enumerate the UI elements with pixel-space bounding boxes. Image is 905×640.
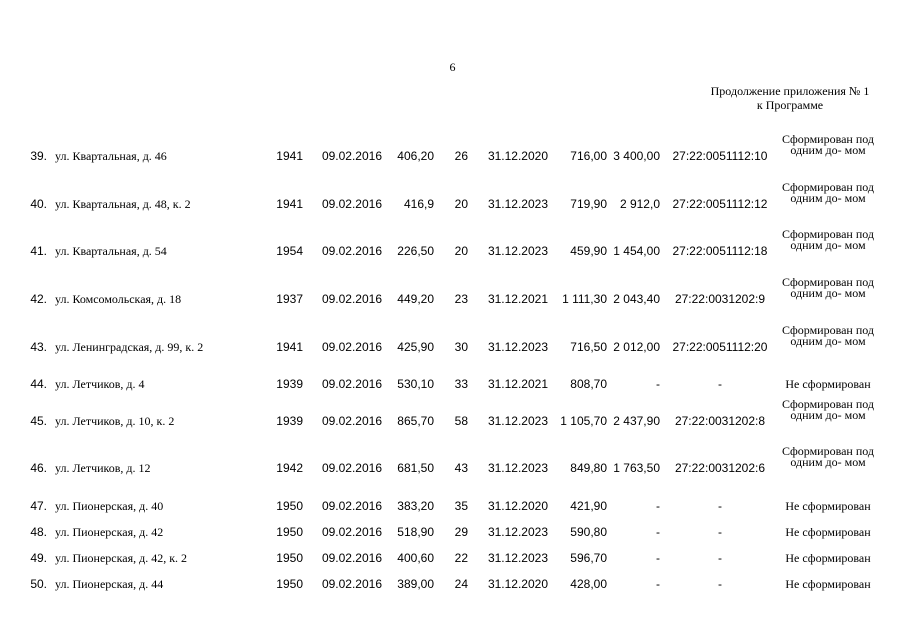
- residents-count: 24: [454, 577, 468, 591]
- page-number: 6: [449, 60, 456, 74]
- residents-count: 58: [454, 414, 468, 428]
- year-built: 1954: [276, 244, 303, 258]
- living-area: 226,50: [397, 244, 434, 258]
- residents-count: 23: [454, 292, 468, 306]
- living-area: 383,20: [397, 499, 434, 513]
- land-area: 2 012,00: [613, 340, 660, 354]
- total-area: 459,90: [570, 244, 607, 258]
- recognition-date: 09.02.2016: [321, 292, 382, 306]
- row-number: 47.: [30, 499, 47, 513]
- recognition-date: 09.02.2016: [321, 244, 382, 258]
- land-area: -: [656, 525, 660, 539]
- relocation-date: 31.12.2020: [487, 149, 548, 163]
- row-number: 50.: [30, 577, 47, 591]
- address: ул. Пионерская, д. 40: [55, 499, 164, 513]
- address: ул. Квартальная, д. 54: [55, 244, 167, 258]
- total-area: 590,80: [570, 525, 607, 539]
- total-area: 596,70: [570, 551, 607, 565]
- row-number: 41.: [30, 244, 47, 258]
- row-number: 40.: [30, 197, 47, 211]
- land-area: -: [656, 499, 660, 513]
- address: ул. Пионерская, д. 44: [55, 577, 164, 591]
- land-area: 2 912,0: [619, 197, 660, 211]
- land-area: -: [656, 377, 660, 391]
- living-area: 865,70: [397, 414, 434, 428]
- address: ул. Квартальная, д. 48, к. 2: [55, 197, 191, 211]
- relocation-date: 31.12.2020: [487, 577, 548, 591]
- total-area: 849,80: [570, 461, 607, 475]
- address: ул. Летчиков, д. 10, к. 2: [55, 414, 175, 428]
- address: ул. Летчиков, д. 4: [55, 377, 145, 391]
- living-area: 400,60: [397, 551, 434, 565]
- recognition-date: 09.02.2016: [321, 551, 382, 565]
- living-area: 518,90: [397, 525, 434, 539]
- land-area: -: [656, 551, 660, 565]
- recognition-date: 09.02.2016: [321, 340, 382, 354]
- relocation-date: 31.12.2021: [487, 292, 548, 306]
- land-status: Не сформирован: [785, 551, 871, 565]
- relocation-date: 31.12.2021: [487, 377, 548, 391]
- year-built: 1937: [276, 292, 303, 306]
- cadastral-number: 27:22:0031202:9: [674, 292, 766, 306]
- land-status: Не сформирован: [785, 499, 871, 513]
- land-area: -: [656, 577, 660, 591]
- total-area: 1 111,30: [562, 292, 607, 306]
- recognition-date: 09.02.2016: [321, 197, 382, 211]
- relocation-date: 31.12.2023: [487, 525, 548, 539]
- total-area: 421,90: [570, 499, 607, 513]
- cadastral-number: 27:22:0051112:12: [672, 197, 768, 211]
- residents-count: 22: [454, 551, 468, 565]
- land-area: 1 454,00: [613, 244, 660, 258]
- land-status: Сформирован под одним до- мом: [781, 397, 875, 422]
- living-area: 416,9: [403, 197, 434, 211]
- land-area: 1 763,50: [613, 461, 660, 475]
- recognition-date: 09.02.2016: [321, 577, 382, 591]
- relocation-date: 31.12.2023: [487, 551, 548, 565]
- row-number: 44.: [30, 377, 47, 391]
- address: ул. Ленинградская, д. 99, к. 2: [55, 340, 204, 354]
- cadastral-number: 27:22:0031202:8: [674, 414, 766, 428]
- recognition-date: 09.02.2016: [321, 461, 382, 475]
- cadastral-number: -: [718, 499, 722, 513]
- year-built: 1941: [276, 340, 303, 354]
- living-area: 389,00: [397, 577, 434, 591]
- cadastral-number: 27:22:0051112:10: [672, 149, 768, 163]
- living-area: 681,50: [397, 461, 434, 475]
- residents-count: 20: [454, 244, 468, 258]
- living-area: 530,10: [397, 377, 434, 391]
- land-status: Не сформирован: [785, 577, 871, 591]
- total-area: 716,50: [570, 340, 607, 354]
- address: ул. Квартальная, д. 46: [55, 149, 167, 163]
- cadastral-number: 27:22:0031202:6: [674, 461, 766, 475]
- appendix-subtitle: к Программе: [756, 98, 824, 112]
- cadastral-number: -: [718, 377, 722, 391]
- address: ул. Летчиков, д. 12: [55, 461, 151, 475]
- cadastral-number: 27:22:0051112:20: [672, 340, 768, 354]
- cadastral-number: -: [718, 551, 722, 565]
- relocation-date: 31.12.2023: [487, 414, 548, 428]
- land-status: Не сформирован: [785, 377, 871, 391]
- year-built: 1950: [276, 525, 303, 539]
- recognition-date: 09.02.2016: [321, 149, 382, 163]
- relocation-date: 31.12.2023: [487, 340, 548, 354]
- land-status: Сформирован под одним до- мом: [781, 444, 875, 469]
- recognition-date: 09.02.2016: [321, 499, 382, 513]
- row-number: 39.: [30, 149, 47, 163]
- living-area: 406,20: [397, 149, 434, 163]
- residents-count: 26: [454, 149, 468, 163]
- total-area: 719,90: [570, 197, 607, 211]
- row-number: 49.: [30, 551, 47, 565]
- year-built: 1939: [276, 377, 303, 391]
- row-number: 42.: [30, 292, 47, 306]
- year-built: 1942: [276, 461, 303, 475]
- year-built: 1941: [276, 197, 303, 211]
- land-status: Сформирован под одним до- мом: [781, 132, 875, 157]
- land-area: 2 043,40: [613, 292, 660, 306]
- appendix-title: Продолжение приложения № 1: [710, 84, 870, 98]
- address: ул. Пионерская, д. 42: [55, 525, 164, 539]
- year-built: 1941: [276, 149, 303, 163]
- total-area: 1 105,70: [560, 414, 607, 428]
- land-status: Не сформирован: [785, 525, 871, 539]
- land-status: Сформирован под одним до- мом: [781, 323, 875, 348]
- address: ул. Пионерская, д. 42, к. 2: [55, 551, 188, 565]
- recognition-date: 09.02.2016: [321, 377, 382, 391]
- row-number: 43.: [30, 340, 47, 354]
- cadastral-number: -: [718, 577, 722, 591]
- year-built: 1939: [276, 414, 303, 428]
- land-area: 2 437,90: [613, 414, 660, 428]
- relocation-date: 31.12.2020: [487, 499, 548, 513]
- recognition-date: 09.02.2016: [321, 414, 382, 428]
- total-area: 808,70: [570, 377, 607, 391]
- row-number: 48.: [30, 525, 47, 539]
- total-area: 428,00: [570, 577, 607, 591]
- land-status: Сформирован под одним до- мом: [781, 275, 875, 300]
- row-number: 46.: [30, 461, 47, 475]
- year-built: 1950: [276, 577, 303, 591]
- residents-count: 29: [454, 525, 468, 539]
- year-built: 1950: [276, 551, 303, 565]
- address: ул. Комсомольская, д. 18: [55, 292, 182, 306]
- residents-count: 20: [454, 197, 468, 211]
- relocation-date: 31.12.2023: [487, 461, 548, 475]
- cadastral-number: -: [718, 525, 722, 539]
- total-area: 716,00: [570, 149, 607, 163]
- relocation-date: 31.12.2023: [487, 244, 548, 258]
- year-built: 1950: [276, 499, 303, 513]
- land-status: Сформирован под одним до- мом: [781, 180, 875, 205]
- land-area: 3 400,00: [613, 149, 660, 163]
- residents-count: 43: [454, 461, 468, 475]
- row-number: 45.: [30, 414, 47, 428]
- residents-count: 33: [454, 377, 468, 391]
- residents-count: 30: [454, 340, 468, 354]
- cadastral-number: 27:22:0051112:18: [672, 244, 768, 258]
- living-area: 425,90: [397, 340, 434, 354]
- living-area: 449,20: [397, 292, 434, 306]
- relocation-date: 31.12.2023: [487, 197, 548, 211]
- residents-count: 35: [454, 499, 468, 513]
- land-status: Сформирован под одним до- мом: [781, 227, 875, 252]
- recognition-date: 09.02.2016: [321, 525, 382, 539]
